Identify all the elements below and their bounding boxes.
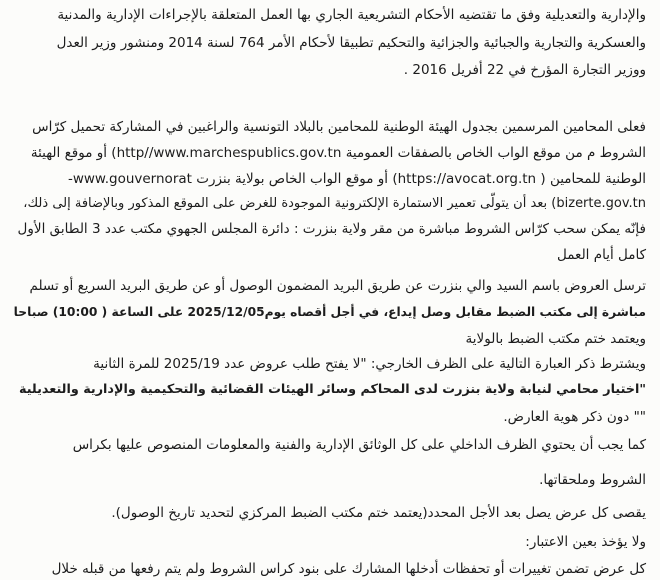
send-line-2: مباشرة إلى مكتب الضبط مقابل وصل إيداع، في أجل أقصاه يوم2025/12/05 على الساعة ( 10:00) صباحا [13, 305, 646, 319]
bullet-line-1: كل عرض تضمن تغييرات أو تحفظات أدخلها المشارك على بنود كراس الشروط ولم يتم رفعها من قبله خلال [51, 561, 646, 577]
send-line-1: ترسل العروض باسم السيد والي بنزرت عن طريق البريد المضمون الوصول أو عن طريق البريد السريع أو تسلم [29, 278, 646, 294]
specs-line-5: فإنّه يمكن سحب كرّاس الشروط مباشرة من مقر ولاية بنزرت : دائرة المجلس الجهوي مكتب عدد 3 الطابق الأول [17, 221, 646, 237]
specs-line-1: فعلى المحامين المرسمين بجدول الهيئة الوطنية للمحامين بالبلاد التونسية والراغبين في المشاركة تحميل كرّاس [32, 119, 646, 135]
specs-line-4: bizerte.gov.tn) بعد أن يتولّى تعمير الاستمارة الإلكترونية الموجودة للغرض على الموقع المذكور وبالإضافة إلى ذلك، [23, 196, 646, 211]
envelope-line-1: ويشترط ذكر العبارة التالية على الظرف الخارجي: "لا يفتح طلب عروض عدد 2025/19 للمرة الثانية [93, 356, 646, 372]
inner-line-2: الشروط وملحقاتها. [539, 472, 646, 488]
envelope-line-2: "اختيار محامي لنيابة ولاية بنزرت لدى المحاكم وسائر الهيئات القضائية والتحكيمية والإدارية والتعديلية [18, 382, 646, 397]
intro-line-1: والإدارية والتعديلية وفق ما تقتضيه الأحكام التشريعية الجاري بها العمل المتعلقة بالإجراءات الإدارية والمدنية [57, 7, 646, 23]
specs-line-3: الوطنية للمحامين ( https://avocat.org.tn) أو موقع الواب الخاص بولاية بنزرت www.gouvernorat- [67, 171, 646, 187]
ignore-heading: ولا يؤخذ بعين الاعتبار: [525, 534, 646, 550]
intro-line-3: ووزير التجارة المؤرخ في 22 أفريل 2016 . [403, 62, 646, 78]
late-offer-line: يقصى كل عرض يصل بعد الأجل المحدد(يعتمد ختم مكتب الضبط المركزي لتحديد تاريخ الوصول). [111, 505, 646, 521]
specs-line-2: الشروط م من موقع الواب الخاص بالصفقات العمومية http//www.marchespublics.gov.tn) أو موقع الهيئة [30, 145, 646, 161]
intro-line-2: والعسكرية والتجارية والجبائية والجزائية والتحكيم تطبيقا لأحكام الأمر 764 لسنة 2014 ومنشور وزير العدل [56, 35, 646, 51]
send-line-3: ويعتمد ختم مكتب الضبط بالولاية [465, 331, 646, 347]
specs-line-6: كامل أيام العمل [557, 247, 646, 263]
envelope-line-3: "" دون ذكر هوية العارض. [503, 409, 646, 425]
inner-line-1: كما يجب أن يحتوي الظرف الداخلي على كل الوثائق الإدارية والفنية والمعلومات المنصوص عليها بكراس [72, 437, 646, 453]
